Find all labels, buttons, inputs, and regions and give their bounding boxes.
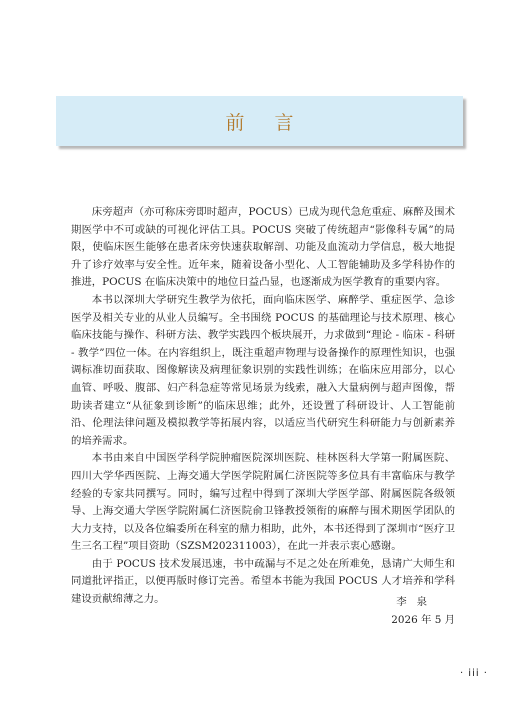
paragraph-4: 由于 POCUS 技术发展迅速，书中疏漏与不足之处在所难免，恳请广大师生和同道批评指正，以便再版时修订完善。希望本书能为我国 POCUS 人才培养和学科建设贡献绵薄之力。 bbox=[71, 557, 455, 606]
paragraph-1: 床旁超声（亦可称床旁即时超声，POCUS）已成为现代急危重症、麻醉及围术期医学中不可或缺的可视化评估工具。POCUS 突破了传统超声“影像科专属”的局限，使临床医生能够在患者床旁快速获取解剖、功能及血流动力学信息，极大地提升了诊疗效率与安全性。近年来，随着设备小型化、人工智能辅助及多学科协作的推进，POCUS 在临床决策中的地位日益凸显，也逐渐成为医学教育的重要内容。 bbox=[71, 206, 455, 289]
paragraph-2: 本书以深圳大学研究生教学为依托，面向临床医学、麻醉学、重症医学、急诊医学及相关专业的从业人员编写。全书围绕 POCUS 的基础理论与技术原理、核心临床技能与操作、科研方法、教学实践四个板块展开，力求做到“理论 - 临床 - 科研 - 教学”四位一体。在内容组织上，既注重超声物理与设备操作的原理性知识，也强调标准切面获取、图像解读及病理征象识别的实践性训练；在临床应用部分，以心血管、呼吸、腹部、妇产科急症等常见场景为线索，融入大量病例与超声图像，帮助读者建立“从征象到诊断”的临床思维；此外，还设置了科研设计、人工智能前沿、伦理法律问题及模拟教学等拓展内容，以适应当代研究生科研能力与创新素养的培养需求。 bbox=[71, 293, 455, 447]
author-name: 李泉 bbox=[396, 596, 437, 608]
preface-title-banner bbox=[56, 96, 463, 146]
paragraph-3: 本书由来自中国医学科学院肿瘤医院深圳医院、桂林医科大学第一附属医院、四川大学华西医院、上海交通大学医学院附属仁济医院等多位具有丰富临床与教学经验的专家共同撰写。同时，编写过程中得到了深圳大学医学部、附属医院各级领导、上海交通大学医学院附属仁济医院俞卫锋教授领衔的麻醉与围术期医学团队的大力支持，以及各位编委所在科室的鼎力相助，此外，本书还得到了深圳市“医疗卫生三名工程”项目资助（SZSM202311003），在此一并表示衷心感谢。 bbox=[71, 452, 455, 553]
preface-heading: 前言 bbox=[225, 111, 324, 134]
page-number: · iii · bbox=[459, 668, 488, 679]
signature-block bbox=[71, 593, 455, 629]
preface-body bbox=[71, 204, 455, 609]
signature-date: 2026 年 5 月 bbox=[391, 614, 455, 626]
